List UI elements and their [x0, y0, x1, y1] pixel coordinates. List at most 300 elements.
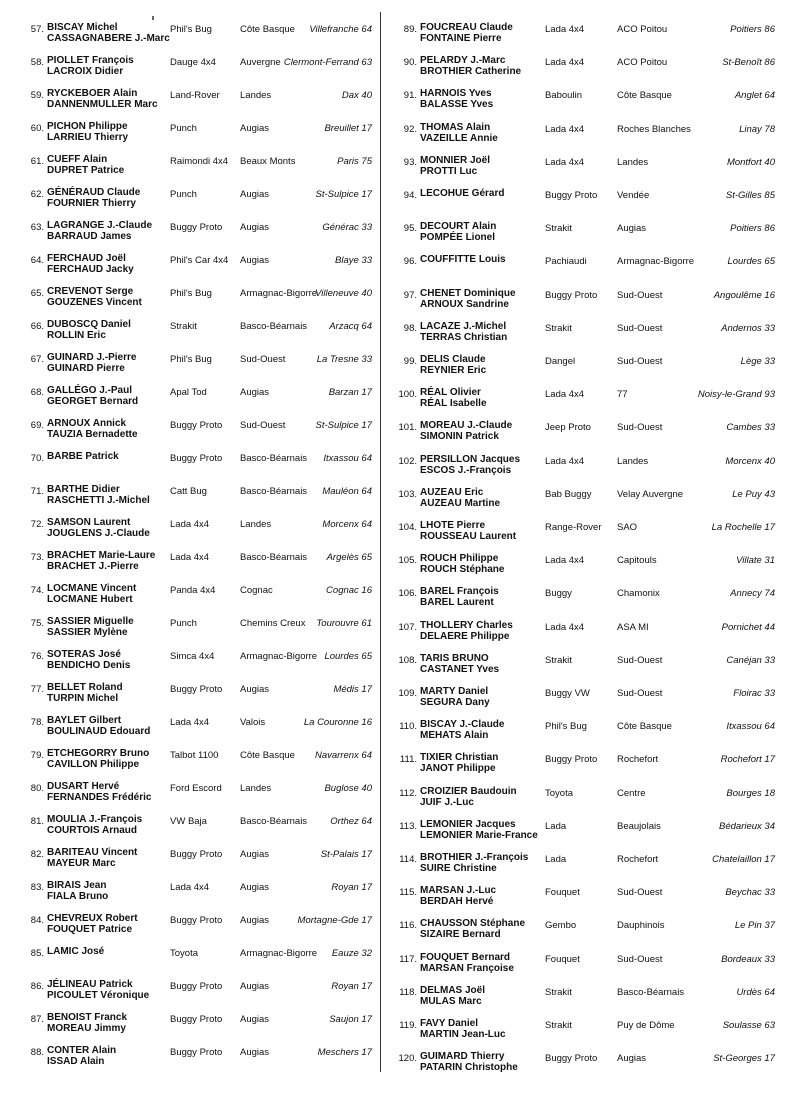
vehicle: Lada 4x4	[545, 555, 585, 567]
entry-number: 75.	[30, 618, 44, 629]
entry-number: 109.	[398, 688, 417, 699]
entry-row	[22, 55, 372, 85]
club: Côte Basque	[617, 721, 672, 733]
codriver-name: RÉAL Isabelle	[420, 398, 487, 410]
entry-row	[22, 484, 372, 514]
driver-name: RÉAL Olivier	[420, 387, 481, 399]
crew-names	[47, 616, 134, 638]
entry-row	[395, 454, 775, 484]
hometown: Chatelaillon 17	[712, 854, 775, 865]
driver-name: PICHON Philippe	[47, 121, 128, 132]
vehicle: Buggy Proto	[545, 1053, 598, 1065]
club: Roches Blanches	[617, 123, 691, 135]
club: Basco-Béarnais	[240, 321, 308, 332]
codriver-name: MARTIN Jean-Luc	[420, 1029, 506, 1040]
entry-number: 96.	[403, 256, 417, 268]
crew-names	[420, 885, 496, 907]
hometown: Lège 33	[740, 356, 775, 367]
club: Augias	[240, 684, 270, 695]
vehicle: Buggy Proto	[170, 684, 223, 695]
club: Côte Basque	[240, 24, 295, 35]
driver-name: SOTERAS José	[47, 649, 121, 660]
entry-number: 85.	[30, 948, 44, 959]
codriver-name: SEGURA Dany	[420, 697, 490, 708]
codriver-name: SIZAIRE Bernard	[420, 929, 501, 941]
hometown: Royan 17	[331, 882, 372, 893]
club: Augias	[240, 849, 270, 860]
crew-names	[420, 520, 516, 542]
hometown: Eauze 32	[331, 948, 372, 959]
driver-name: MARTY Daniel	[420, 686, 489, 697]
club: Dauphinois	[617, 920, 665, 932]
vehicle: Phil's Bug	[545, 721, 587, 733]
entry-row	[22, 781, 372, 811]
vehicle: Buggy VW	[545, 688, 590, 699]
vehicle: Strakit	[545, 1020, 572, 1031]
hometown: Bédarieux 34	[719, 820, 775, 832]
entry-row	[22, 979, 372, 1009]
club: Puy de Dôme	[617, 1020, 675, 1031]
hometown: Le Pin 37	[734, 920, 775, 932]
vehicle: Strakit	[170, 321, 197, 332]
crew-names	[420, 653, 499, 675]
driver-name: AUZEAU Eric	[420, 486, 484, 498]
club: Augias	[617, 223, 647, 235]
vehicle: Lada 4x4	[545, 389, 585, 401]
entry-row	[395, 55, 775, 85]
vehicle: Buggy Proto	[170, 981, 223, 992]
club: Auvergne	[240, 57, 281, 68]
hometown: Blaye 33	[335, 255, 372, 266]
entry-row	[395, 221, 775, 251]
vehicle: Baboulin	[545, 90, 582, 102]
vehicle: Strakit	[545, 322, 572, 334]
vehicle: Talbot 1100	[170, 750, 219, 761]
entry-number: 71.	[30, 486, 44, 497]
crew-names	[420, 1051, 518, 1073]
codriver-name: PROTTI Luc	[420, 165, 478, 177]
crew-names	[47, 286, 142, 308]
driver-name: BIRAIS Jean	[47, 880, 107, 891]
hometown: Mortagne-Gde 17	[297, 915, 372, 926]
driver-name: MONNIER Joël	[420, 154, 491, 166]
entry-number: 64.	[30, 255, 44, 266]
vehicle: Buggy Proto	[170, 1047, 223, 1058]
codriver-name: FOUQUET Patrice	[47, 924, 133, 935]
club: Augias	[240, 123, 270, 134]
crew-names	[420, 420, 512, 442]
codriver-name: MULAS Marc	[420, 995, 482, 1007]
entry-row	[22, 220, 372, 250]
entry-row	[395, 786, 775, 816]
driver-name: GUIMARD Thierry	[420, 1051, 505, 1063]
driver-name: PELARDY J.-Marc	[420, 55, 506, 67]
entry-row	[395, 952, 775, 982]
entry-row	[395, 520, 775, 550]
hometown: La Tresne 33	[316, 354, 372, 365]
driver-name: FOUQUET Bernard	[420, 951, 511, 963]
club: Landes	[617, 156, 649, 168]
hometown: St-Gilles 85	[725, 190, 775, 201]
crew-names	[47, 715, 150, 737]
entry-number: 58.	[30, 57, 44, 68]
entry-number: 108.	[398, 654, 417, 666]
hometown: St-Sulpice 17	[315, 189, 372, 200]
vehicle: Panda 4x4	[170, 585, 216, 596]
entry-number: 88.	[30, 1047, 44, 1058]
crew-names	[47, 979, 149, 1001]
vehicle: Buggy Proto	[170, 420, 223, 431]
entry-row	[395, 620, 775, 650]
driver-name: BENOIST Franck	[47, 1012, 128, 1023]
entry-number: 74.	[30, 585, 44, 596]
codriver-name: SUIRE Christine	[420, 863, 497, 874]
entry-number: 120.	[398, 1053, 417, 1065]
club: Augias	[240, 981, 270, 992]
vehicle: Fouquet	[545, 887, 580, 899]
entry-row	[22, 550, 372, 580]
entry-number: 89.	[403, 24, 417, 35]
hometown: Navarrenx 64	[314, 750, 372, 761]
hometown: Villefranche 64	[309, 24, 372, 35]
club: Sud-Ouest	[240, 420, 286, 431]
crew-names	[47, 847, 137, 869]
vehicle: Phil's Bug	[170, 24, 212, 35]
entry-number: 82.	[30, 849, 44, 860]
driver-name: BAYLET Gilbert	[47, 715, 122, 726]
vehicle: Ford Escord	[170, 783, 222, 794]
codriver-name: VAZEILLE Annie	[420, 132, 498, 144]
hometown: Arzacq 64	[329, 321, 372, 332]
entry-row	[395, 553, 775, 583]
entry-number: 57.	[30, 24, 44, 35]
entry-row	[22, 649, 372, 679]
entry-row	[22, 814, 372, 844]
hometown: Floirac 33	[733, 688, 775, 699]
crew-names	[47, 814, 142, 836]
crew-names	[47, 418, 138, 440]
hometown: Poitiers 86	[730, 223, 775, 235]
entry-number: 118.	[399, 986, 417, 998]
entry-number: 107.	[398, 621, 417, 633]
entry-number: 67.	[30, 354, 44, 365]
driver-name: BISCAY J.-Claude	[420, 719, 505, 731]
entry-row	[395, 686, 775, 716]
driver-name: LHOTE Pierre	[420, 520, 486, 531]
vehicle: Buggy Proto	[170, 849, 223, 860]
vehicle: Fouquet	[545, 953, 580, 965]
hometown: Tourouvre 61	[316, 618, 372, 629]
codriver-name: DELAERE Philippe	[420, 630, 510, 642]
entry-number: 59.	[30, 90, 44, 101]
entry-number: 81.	[30, 816, 44, 827]
entry-row	[22, 715, 372, 745]
vehicle: Land-Rover	[170, 90, 220, 101]
hometown: Générac 33	[322, 222, 372, 233]
hometown: Poitiers 86	[730, 24, 775, 35]
entry-row	[22, 418, 372, 448]
entry-number: 116.	[399, 920, 417, 932]
entry-row	[395, 885, 775, 915]
codriver-name: ROUSSEAU Laurent	[420, 531, 517, 542]
club: Centre	[617, 787, 646, 799]
driver-name: BARBE Patrick	[47, 451, 119, 462]
hometown: Argelès 65	[326, 552, 372, 563]
driver-name: DELIS Claude	[420, 354, 486, 365]
club: Basco-Béarnais	[617, 986, 685, 998]
codriver-name: BOULINAUD Edouard	[47, 726, 151, 737]
entry-number: 91.	[403, 90, 417, 102]
crew-names	[420, 985, 485, 1007]
vehicle: Jeep Proto	[545, 422, 591, 434]
driver-name: CHEVREUX Robert	[47, 913, 138, 924]
club: Chemins Creux	[240, 618, 306, 629]
entry-row	[22, 1012, 372, 1042]
crew-names	[420, 288, 516, 310]
club: Sud-Ouest	[617, 289, 663, 301]
entry-number: 79.	[30, 750, 44, 761]
codriver-name: JANOT Philippe	[420, 763, 496, 775]
entry-number: 77.	[30, 684, 44, 695]
crew-names	[420, 786, 517, 808]
crew-names	[420, 586, 499, 608]
entry-number: 66.	[30, 321, 44, 332]
club: Vendée	[617, 190, 650, 201]
crew-names	[47, 913, 138, 935]
club: 77	[617, 389, 628, 401]
driver-name: CHAUSSON Stéphane	[420, 918, 526, 930]
crew-names	[47, 55, 134, 77]
crew-names	[420, 819, 538, 841]
hometown: Soulasse 63	[722, 1020, 775, 1031]
crew-names	[47, 682, 123, 704]
vehicle: Lada 4x4	[545, 123, 585, 135]
club: Augias	[240, 222, 270, 233]
club: Beaux Monts	[240, 156, 296, 167]
driver-name: DUSART Hervé	[47, 781, 120, 792]
club: Velay Auvergne	[617, 488, 684, 500]
codriver-name: TAUZIA Bernadette	[47, 429, 138, 440]
hometown: Itxassou 64	[323, 453, 372, 464]
driver-name: BARITEAU Vincent	[47, 847, 138, 858]
driver-name: GÉNÉRAUD Claude	[47, 187, 141, 198]
hometown: Bourges 18	[726, 787, 775, 799]
hometown: Villeneuve 40	[315, 288, 372, 299]
codriver-name: BENDICHO Denis	[47, 660, 131, 671]
codriver-name: ESCOS J.-François	[420, 464, 512, 476]
driver-name: RYCKEBOER Alain	[47, 88, 138, 99]
crew-names	[420, 122, 498, 144]
vehicle: Lada 4x4	[170, 519, 210, 530]
crew-names	[420, 254, 506, 265]
codriver-name: LEMONIER Marie-France	[420, 829, 538, 841]
crew-names	[420, 686, 490, 708]
codriver-name: CASSAGNABERE J.-Marc	[47, 33, 170, 44]
vehicle: Phil's Bug	[170, 288, 212, 299]
entry-row	[22, 1045, 372, 1075]
codriver-name: JOUGLENS J.-Claude	[47, 528, 150, 539]
hometown: Mauléon 64	[322, 486, 372, 497]
club: Sud-Ouest	[617, 422, 663, 434]
entry-number: 90.	[403, 57, 417, 69]
codriver-name: BERDAH Hervé	[420, 896, 494, 908]
driver-name: TARIS BRUNO	[420, 652, 489, 664]
entry-number: 61.	[30, 156, 44, 167]
crew-names	[420, 221, 496, 243]
codriver-name: SASSIER Mylène	[47, 627, 128, 638]
codriver-name: MARSAN Françoise	[420, 962, 514, 974]
entry-row	[395, 918, 775, 948]
entry-row	[395, 1018, 775, 1048]
codriver-name: BROTHIER Catherine	[420, 66, 522, 78]
driver-name: SAMSON Laurent	[47, 517, 131, 528]
driver-name: BARTHE Didier	[47, 484, 120, 495]
crew-names	[47, 649, 130, 671]
entry-row	[22, 154, 372, 184]
entry-row	[22, 451, 372, 481]
driver-name: DUBOSCQ Daniel	[47, 319, 131, 330]
crew-names	[420, 321, 507, 343]
entry-row	[22, 517, 372, 547]
vehicle: Buggy Proto	[545, 754, 598, 766]
entry-number: 103.	[398, 488, 417, 500]
entry-number: 101.	[398, 422, 417, 434]
hometown: Villate 31	[736, 555, 775, 567]
crew-names	[420, 22, 513, 44]
club: Armagnac-Bigorre	[617, 256, 695, 268]
entry-row	[395, 985, 775, 1015]
driver-name: PIOLLET François	[47, 55, 134, 66]
driver-name: ETCHEGORRY Bruno	[47, 748, 150, 759]
driver-name: FERCHAUD Joël	[47, 253, 126, 264]
vehicle: Buggy Proto	[170, 222, 223, 233]
crew-names	[420, 55, 521, 77]
driver-name: BISCAY Michel	[47, 22, 118, 33]
crew-names	[420, 620, 513, 642]
driver-name: BELLET Roland	[47, 682, 123, 693]
hometown: Montfort 40	[726, 156, 775, 168]
vehicle: Strakit	[545, 654, 572, 666]
entry-row	[395, 354, 775, 384]
driver-name: LOCMANE Vincent	[47, 583, 137, 594]
entry-number: 105.	[398, 555, 417, 567]
codriver-name: FERNANDES Frédéric	[47, 792, 152, 803]
vehicle: Buggy Proto	[170, 1014, 223, 1025]
club: ASA MI	[617, 621, 649, 633]
club: Augias	[240, 255, 270, 266]
entry-row	[395, 387, 775, 417]
entry-row	[395, 653, 775, 683]
vehicle: Buggy Proto	[170, 915, 223, 926]
codriver-name: MOREAU Jimmy	[47, 1023, 126, 1034]
club: Sud-Ouest	[617, 887, 663, 899]
driver-name: LAGRANGE J.-Claude	[47, 220, 153, 231]
codriver-name: BAREL Laurent	[420, 597, 494, 609]
entry-number: 95.	[403, 223, 417, 235]
driver-name: LACAZE J.-Michel	[420, 320, 507, 332]
driver-name: ROUCH Philippe	[420, 553, 499, 565]
entry-row	[395, 22, 775, 52]
vehicle: Lada	[545, 820, 567, 832]
crew-names	[420, 1018, 506, 1040]
entry-row	[395, 88, 775, 118]
driver-name: HARNOIS Yves	[420, 88, 492, 100]
vehicle: Buggy	[545, 588, 572, 600]
codriver-name: POMPÉE Lionel	[420, 232, 496, 244]
hometown: Lourdes 65	[324, 651, 372, 662]
hometown: Pornichet 44	[721, 621, 775, 633]
vehicle: Strakit	[545, 986, 572, 998]
entry-row	[395, 752, 775, 782]
codriver-name: FOURNIER Thierry	[47, 198, 136, 209]
hometown: Noisy-le-Grand 93	[697, 389, 775, 401]
crew-names	[47, 22, 170, 44]
vehicle: Lada	[545, 854, 567, 865]
entry-row	[395, 122, 775, 152]
crew-names	[47, 352, 136, 374]
codriver-name: GOUZENES Vincent	[47, 297, 142, 308]
vehicle: Gembo	[545, 920, 577, 932]
hometown: Lourdes 65	[727, 256, 775, 268]
hometown: Médis 17	[333, 684, 372, 695]
entry-number: 62.	[30, 189, 44, 200]
entry-row	[395, 1051, 775, 1081]
crew-names	[420, 852, 528, 874]
codriver-name: RASCHETTI J.-Michel	[47, 495, 150, 506]
vehicle: Apal Tod	[170, 387, 207, 398]
entry-row	[395, 254, 775, 284]
entry-row	[395, 586, 775, 616]
crew-names	[47, 946, 104, 957]
entry-row	[395, 487, 775, 517]
codriver-name: FONTAINE Pierre	[420, 33, 502, 44]
club: Landes	[240, 783, 272, 794]
hometown: Itxassou 64	[726, 721, 775, 733]
vehicle: Dauge 4x4	[170, 57, 216, 68]
entry-row	[22, 946, 372, 976]
driver-name: DELMAS Joël	[420, 984, 486, 996]
codriver-name: GUINARD Pierre	[47, 363, 125, 374]
entry-number: 80.	[30, 783, 44, 794]
club: Cognac	[240, 585, 273, 596]
crew-names	[47, 253, 134, 275]
crew-names	[420, 454, 520, 476]
entry-number: 78.	[30, 717, 44, 728]
entry-number: 73.	[30, 552, 44, 563]
hometown: Anglet 64	[734, 90, 775, 102]
entry-number: 86.	[30, 981, 44, 992]
driver-name: CROIZIER Baudouin	[420, 785, 517, 797]
hometown: Clermont-Ferrand 63	[283, 57, 372, 68]
club: Sud-Ouest	[617, 356, 663, 367]
entry-row	[22, 253, 372, 283]
club: ACO Poitou	[617, 24, 668, 35]
entry-row	[22, 352, 372, 382]
entry-number: 111.	[399, 754, 417, 766]
club: Beaujolais	[617, 820, 661, 832]
vehicle: Phil's Bug	[170, 354, 212, 365]
crew-names	[420, 188, 504, 199]
hometown: Rochefort 17	[720, 754, 775, 766]
hometown: Andernos 33	[721, 322, 775, 334]
codriver-name: ROLLIN Eric	[47, 330, 106, 341]
codriver-name: FERCHAUD Jacky	[47, 264, 134, 275]
hometown: Urdès 64	[736, 986, 775, 998]
entry-row	[395, 155, 775, 185]
club: Augias	[240, 1014, 270, 1025]
entry-row	[22, 187, 372, 217]
club: Augias	[617, 1053, 647, 1065]
